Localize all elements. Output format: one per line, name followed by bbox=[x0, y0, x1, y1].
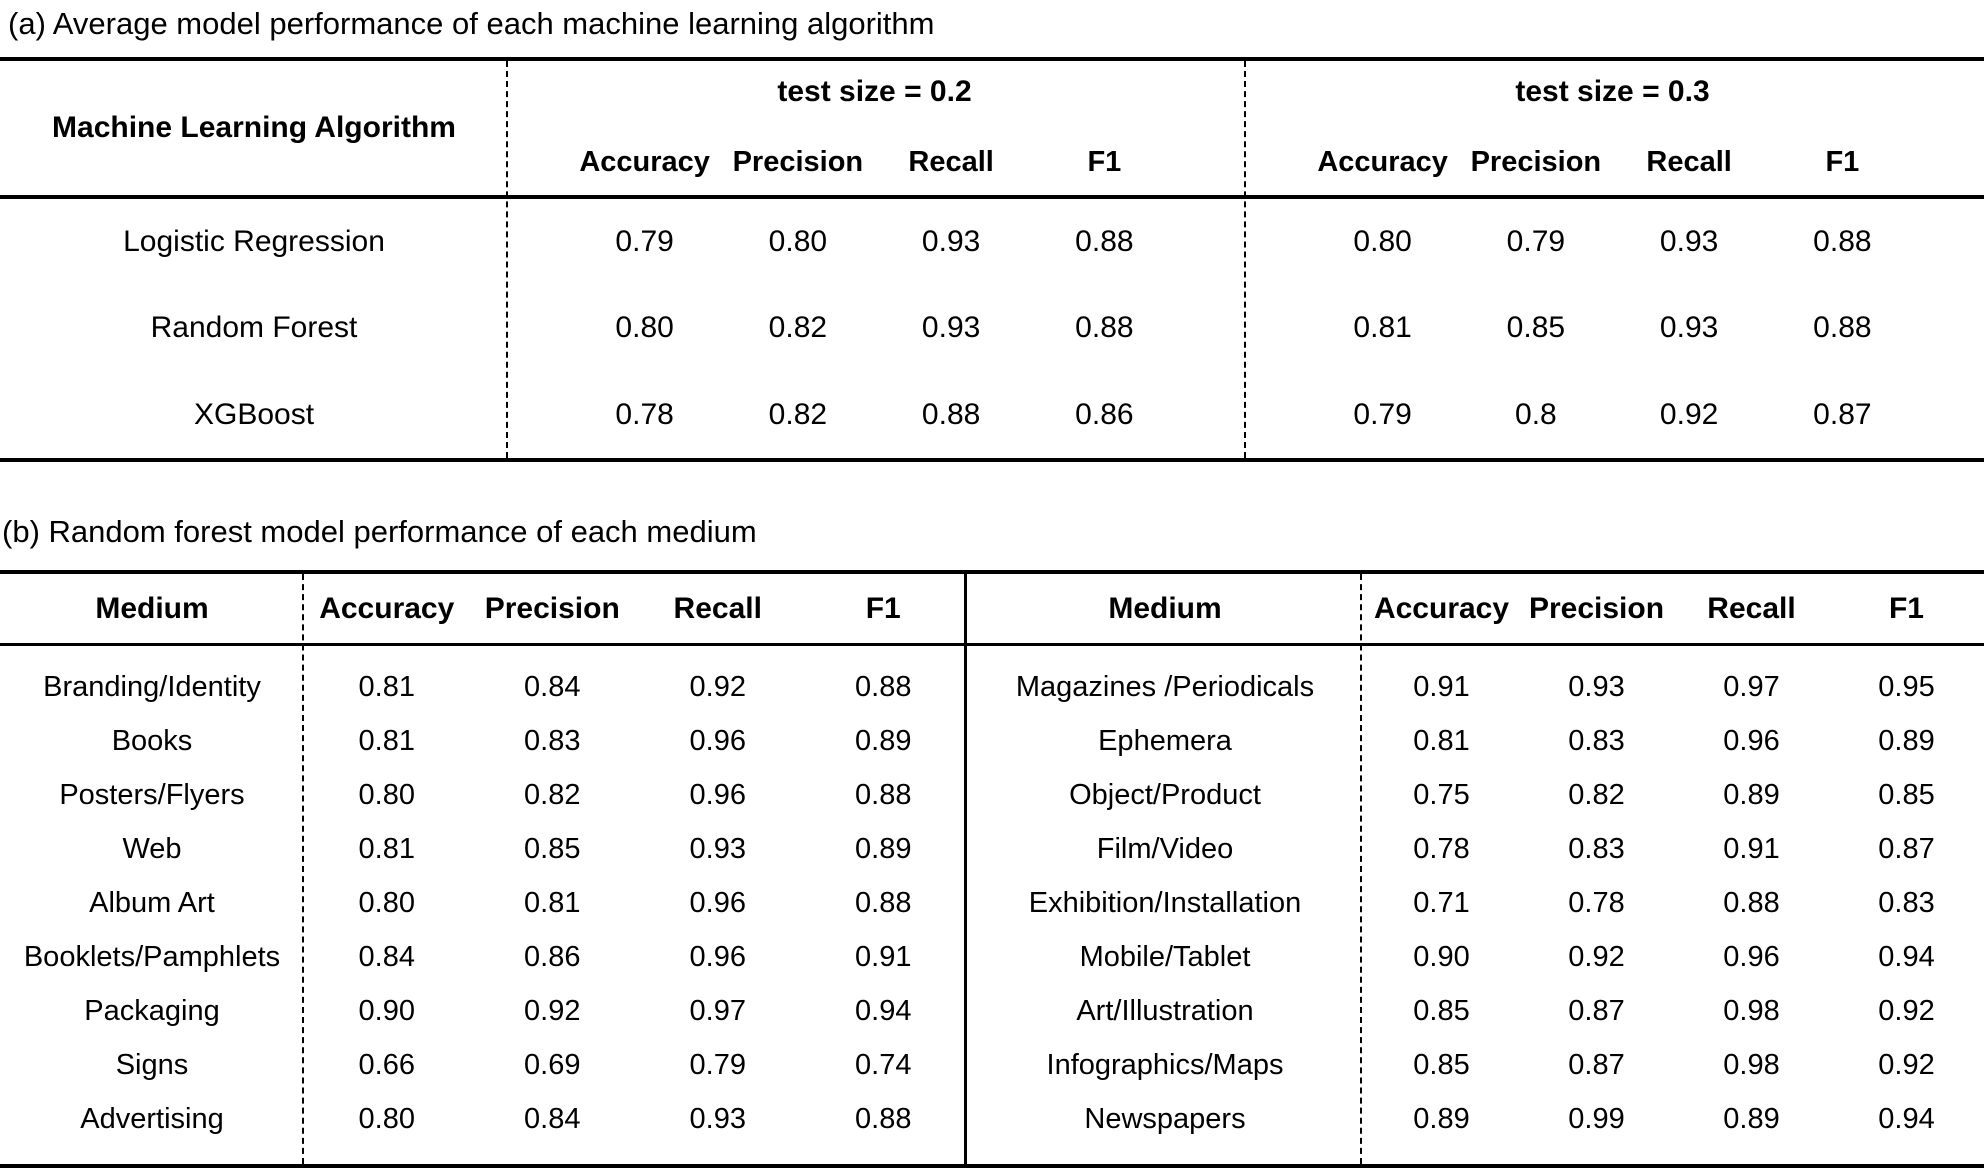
metric-value: 0.88 bbox=[855, 886, 912, 919]
metric-value: 0.80 bbox=[358, 1102, 415, 1135]
medium-name: Art/Illustration bbox=[1076, 994, 1254, 1027]
table-a-row-header: Machine Learning Algorithm bbox=[52, 111, 456, 144]
metric-value: 0.81 bbox=[358, 670, 415, 703]
table-a-group-test03 bbox=[1246, 61, 1984, 195]
table-row bbox=[0, 822, 1984, 876]
medium-name: Packaging bbox=[84, 994, 220, 1027]
table-row bbox=[0, 1092, 1984, 1146]
metric-value: 0.81 bbox=[524, 886, 581, 919]
column-header-recall: Recall bbox=[908, 146, 994, 178]
algorithm-name: Random Forest bbox=[150, 311, 358, 345]
metric-value: 0.92 bbox=[1878, 1048, 1935, 1081]
metric-value: 0.93 bbox=[1659, 225, 1719, 259]
metric-value: 0.93 bbox=[1659, 311, 1719, 345]
metric-value: 0.85 bbox=[1506, 311, 1566, 345]
metric-value: 0.83 bbox=[1568, 724, 1625, 757]
metric-value: 0.81 bbox=[358, 832, 415, 865]
metric-value: 0.92 bbox=[1568, 940, 1625, 973]
dashed-column-divider bbox=[506, 61, 508, 458]
table-b-header bbox=[0, 574, 1984, 646]
column-header-precision: Precision bbox=[732, 146, 864, 178]
metric-value: 0.87 bbox=[1878, 832, 1935, 865]
medium-name: Books bbox=[111, 724, 193, 757]
metric-value: 0.83 bbox=[1878, 886, 1935, 919]
group-title: test size = 0.3 bbox=[1515, 75, 1710, 108]
column-header-f1: F1 bbox=[1087, 146, 1122, 178]
metric-value: 0.93 bbox=[689, 1102, 746, 1135]
metric-value: 0.92 bbox=[689, 670, 746, 703]
medium-name: Exhibition/Installation bbox=[1028, 886, 1302, 919]
metric-value: 0.71 bbox=[1413, 886, 1470, 919]
metric-value: 0.96 bbox=[1723, 940, 1780, 973]
medium-name: Booklets/Pamphlets bbox=[23, 940, 281, 973]
metric-value: 0.80 bbox=[358, 886, 415, 919]
group-title: test size = 0.2 bbox=[777, 75, 972, 108]
column-header-recall: Recall bbox=[673, 591, 762, 625]
metric-value: 0.78 bbox=[1568, 886, 1625, 919]
metric-value: 0.93 bbox=[1568, 670, 1625, 703]
metric-value: 0.80 bbox=[1353, 225, 1412, 259]
metric-value: 0.80 bbox=[615, 311, 674, 345]
metric-value: 0.93 bbox=[921, 311, 981, 345]
metric-value: 0.88 bbox=[1075, 225, 1134, 259]
metric-value: 0.94 bbox=[1878, 1102, 1935, 1135]
table-b-title: (b) Random forest model performance of each medium bbox=[2, 514, 757, 549]
metric-values-test02 bbox=[508, 398, 1246, 432]
medium-name: Newspapers bbox=[1084, 1102, 1246, 1135]
metric-value: 0.81 bbox=[358, 724, 415, 757]
metric-value: 0.91 bbox=[855, 940, 912, 973]
metric-value: 0.91 bbox=[1413, 670, 1470, 703]
table-row bbox=[0, 984, 1984, 1038]
metric-value: 0.96 bbox=[689, 724, 746, 757]
column-header-medium: Medium bbox=[95, 591, 209, 625]
metric-value: 0.86 bbox=[1075, 397, 1134, 431]
table-b bbox=[0, 570, 1984, 1168]
column-header-accuracy: Accuracy bbox=[579, 146, 710, 178]
metric-values-test03 bbox=[1246, 225, 1984, 259]
metric-value: 0.88 bbox=[1813, 311, 1872, 345]
column-header-f1: F1 bbox=[1888, 591, 1924, 625]
medium-name: Object/Product bbox=[1069, 778, 1261, 811]
metric-value: 0.98 bbox=[1723, 994, 1780, 1027]
column-header-recall: Recall bbox=[1707, 591, 1796, 625]
table-row bbox=[0, 768, 1984, 822]
metric-value: 0.83 bbox=[524, 724, 581, 757]
metric-value: 0.87 bbox=[1568, 1048, 1625, 1081]
column-header-medium: Medium bbox=[1108, 591, 1222, 625]
metric-value: 0.89 bbox=[855, 832, 912, 865]
metric-value: 0.99 bbox=[1568, 1102, 1625, 1135]
table-a-header bbox=[0, 61, 1984, 199]
table-row bbox=[0, 660, 1984, 714]
column-header-accuracy: Accuracy bbox=[319, 591, 455, 625]
metric-values-test02 bbox=[508, 225, 1246, 259]
medium-name: Ephemera bbox=[1098, 724, 1232, 757]
metric-value: 0.81 bbox=[1353, 311, 1412, 345]
dashed-column-divider bbox=[302, 574, 304, 1164]
metric-value: 0.96 bbox=[689, 940, 746, 973]
metric-value: 0.8 bbox=[1515, 397, 1557, 431]
metric-value: 0.85 bbox=[1878, 778, 1935, 811]
metric-value: 0.82 bbox=[768, 397, 828, 431]
metric-value: 0.69 bbox=[524, 1048, 581, 1081]
column-header-precision: Precision bbox=[1528, 591, 1665, 625]
metric-value: 0.85 bbox=[1413, 994, 1470, 1027]
table-b-body bbox=[0, 646, 1984, 1146]
metric-value: 0.79 bbox=[615, 225, 674, 259]
metric-value: 0.89 bbox=[1413, 1102, 1470, 1135]
metric-value: 0.84 bbox=[524, 1102, 581, 1135]
column-header-f1: F1 bbox=[1825, 146, 1860, 178]
metric-value: 0.90 bbox=[358, 994, 415, 1027]
metric-value: 0.74 bbox=[855, 1048, 912, 1081]
metric-value: 0.82 bbox=[768, 311, 828, 345]
metric-value: 0.80 bbox=[358, 778, 415, 811]
medium-name: Advertising bbox=[80, 1102, 224, 1135]
metric-value: 0.78 bbox=[1413, 832, 1470, 865]
column-header-precision: Precision bbox=[484, 591, 620, 625]
metric-value: 0.82 bbox=[524, 778, 581, 811]
metric-value: 0.79 bbox=[1353, 397, 1412, 431]
table-a-body bbox=[0, 199, 1984, 458]
column-header-recall: Recall bbox=[1646, 146, 1732, 178]
table-a-group-test02 bbox=[508, 61, 1246, 195]
metric-value: 0.88 bbox=[1723, 886, 1780, 919]
dashed-column-divider bbox=[1360, 574, 1362, 1164]
metric-value: 0.96 bbox=[1723, 724, 1780, 757]
column-header-accuracy: Accuracy bbox=[1373, 591, 1510, 625]
table-row bbox=[0, 930, 1984, 984]
medium-name: Posters/Flyers bbox=[59, 778, 245, 811]
metric-value: 0.89 bbox=[1878, 724, 1935, 757]
metric-value: 0.88 bbox=[1813, 225, 1872, 259]
metric-value: 0.79 bbox=[689, 1048, 746, 1081]
dashed-column-divider bbox=[1244, 61, 1246, 458]
metric-value: 0.88 bbox=[855, 670, 912, 703]
medium-name: Film/Video bbox=[1096, 832, 1234, 865]
metric-value: 0.92 bbox=[1878, 994, 1935, 1027]
metric-value: 0.89 bbox=[1723, 1102, 1780, 1135]
metric-value: 0.81 bbox=[1413, 724, 1470, 757]
metric-value: 0.79 bbox=[1506, 225, 1566, 259]
metric-value: 0.66 bbox=[358, 1048, 415, 1081]
metric-value: 0.88 bbox=[855, 1102, 912, 1135]
table-a bbox=[0, 57, 1984, 462]
metric-value: 0.80 bbox=[768, 225, 828, 259]
metric-value: 0.75 bbox=[1413, 778, 1470, 811]
group-metric-headers bbox=[1306, 146, 1919, 179]
medium-name: Infographics/Maps bbox=[1046, 1048, 1284, 1081]
metric-value: 0.85 bbox=[524, 832, 581, 865]
medium-name: Signs bbox=[115, 1048, 189, 1081]
metric-value: 0.98 bbox=[1723, 1048, 1780, 1081]
metric-value: 0.96 bbox=[689, 886, 746, 919]
metric-values-test03 bbox=[1246, 311, 1984, 345]
metric-value: 0.82 bbox=[1568, 778, 1625, 811]
metric-value: 0.94 bbox=[855, 994, 912, 1027]
table-row bbox=[0, 714, 1984, 768]
metric-values-test02 bbox=[508, 311, 1246, 345]
metric-value: 0.83 bbox=[1568, 832, 1625, 865]
metric-value: 0.86 bbox=[524, 940, 581, 973]
table-row bbox=[0, 285, 1984, 371]
table-row bbox=[0, 876, 1984, 930]
column-header-f1: F1 bbox=[865, 591, 901, 625]
algorithm-name: XGBoost bbox=[193, 397, 315, 431]
metric-value: 0.92 bbox=[1659, 397, 1719, 431]
metric-value: 0.89 bbox=[855, 724, 912, 757]
metric-values-test03 bbox=[1246, 398, 1984, 432]
metric-value: 0.84 bbox=[358, 940, 415, 973]
solid-half-divider bbox=[964, 574, 967, 1164]
metric-value: 0.88 bbox=[1075, 311, 1134, 345]
metric-value: 0.87 bbox=[1568, 994, 1625, 1027]
metric-value: 0.78 bbox=[615, 397, 674, 431]
metric-value: 0.95 bbox=[1878, 670, 1935, 703]
table-row bbox=[0, 372, 1984, 458]
table-a-title: (a) Average model performance of each machine learning algorithm bbox=[8, 6, 935, 41]
medium-name: Branding/Identity bbox=[43, 670, 261, 703]
metric-value: 0.96 bbox=[689, 778, 746, 811]
metric-value: 0.91 bbox=[1723, 832, 1780, 865]
metric-value: 0.97 bbox=[1723, 670, 1780, 703]
metric-value: 0.88 bbox=[855, 778, 912, 811]
medium-name: Album Art bbox=[89, 886, 215, 919]
metric-value: 0.93 bbox=[689, 832, 746, 865]
metric-value: 0.92 bbox=[524, 994, 581, 1027]
medium-name: Web bbox=[122, 832, 182, 865]
medium-name: Mobile/Tablet bbox=[1079, 940, 1251, 973]
metric-value: 0.87 bbox=[1813, 397, 1872, 431]
metric-value: 0.89 bbox=[1723, 778, 1780, 811]
table-row bbox=[0, 1038, 1984, 1092]
metric-value: 0.93 bbox=[921, 225, 981, 259]
medium-name: Magazines /Periodicals bbox=[1015, 670, 1315, 703]
metric-value: 0.84 bbox=[524, 670, 581, 703]
metric-value: 0.97 bbox=[689, 994, 746, 1027]
metric-value: 0.90 bbox=[1413, 940, 1470, 973]
metric-value: 0.85 bbox=[1413, 1048, 1470, 1081]
column-header-accuracy: Accuracy bbox=[1317, 146, 1448, 178]
metric-value: 0.94 bbox=[1878, 940, 1935, 973]
column-header-precision: Precision bbox=[1470, 146, 1602, 178]
algorithm-name: Logistic Regression bbox=[123, 225, 385, 259]
metric-value: 0.88 bbox=[921, 397, 981, 431]
group-metric-headers bbox=[568, 146, 1181, 179]
table-row bbox=[0, 199, 1984, 285]
